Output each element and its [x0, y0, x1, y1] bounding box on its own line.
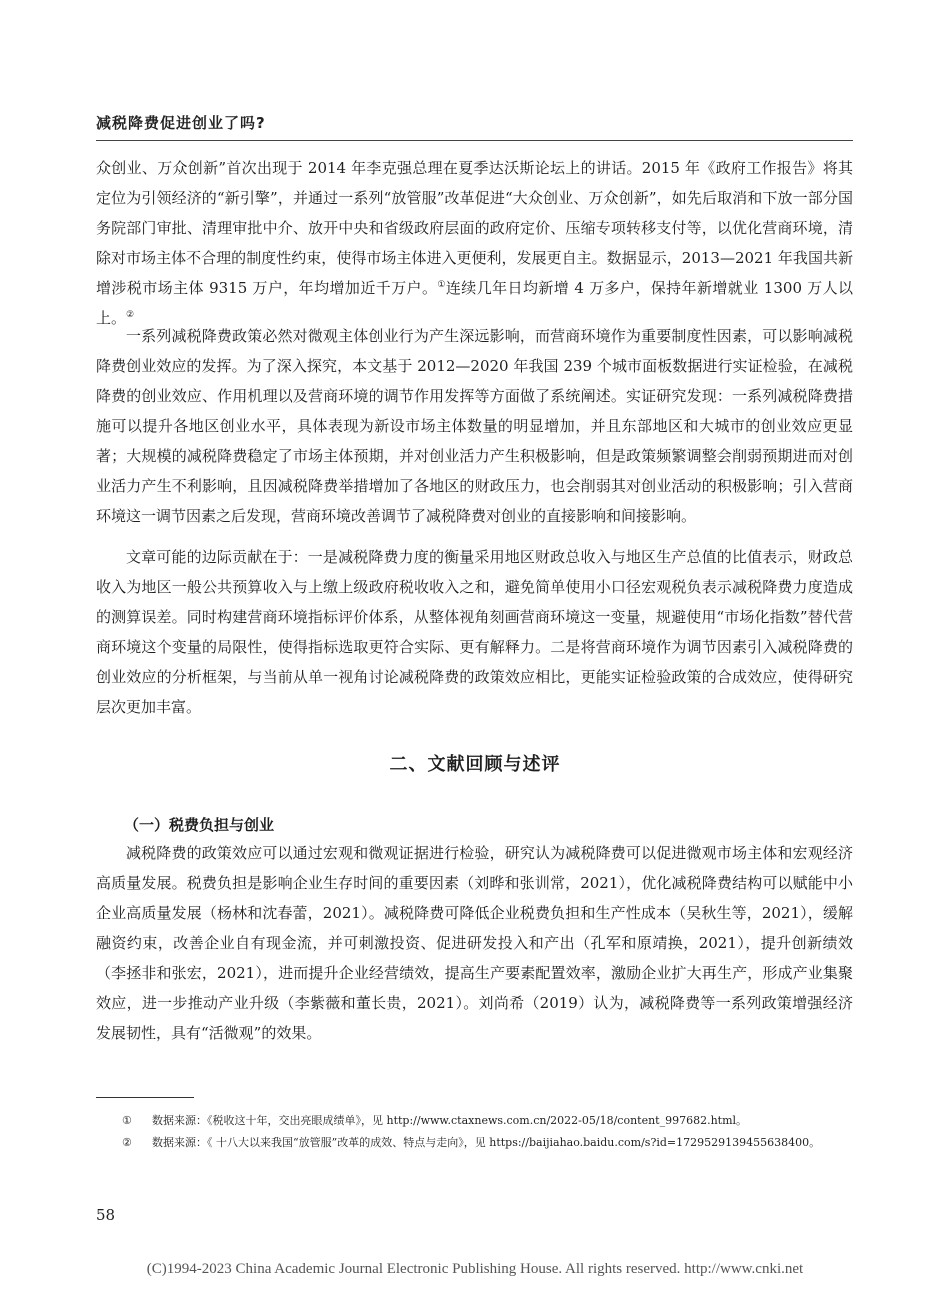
body-paragraph-3: 文章可能的边际贡献在于：一是减税降费力度的衡量采用地区财政总收入与地区生产总值的比值表示，财政总收入为地区一般公共预算收入与上缴上级政府税收收入之和，避免简单使用小口径宏观税负表示减税降费力度造成的测算误差。同时构建营商环境指标评价体系，从整体视角刻画营商环境这一变量，规避使用“市场化指数”替代营商环境这个变量的局限性，使得指标选取更符合实际、更有解释力。二是将营商环境作为调节因素引入减税降费的创业效应的分析框架，与当前从单一视角讨论减税降费的政策效应相比，更能实证检验政策的合成效应，使得研究层次更加丰富。 [96, 548, 853, 716]
footnote-2-text: 数据来源：《 十八大以来我国“放管服”改革的成效、特点与走向》，见 https://baijiahao.baidu.com/s?id=1729529139455638400。 [152, 1136, 821, 1149]
page-number: 58 [96, 1206, 116, 1224]
section-title: 二、文献回顾与述评 [389, 754, 561, 775]
paragraph-1-text: 众创业、万众创新”首次出现于 2014 年李克强总理在夏季达沃斯论坛上的讲话。2015 年《政府工作报告》将其定位为引领经济的“新引擎”，并通过一系列“放管服”改革促进“大众创业、万众创新”，如先后取消和下放一部分国务院部门审批、清理审批中介、放开中央和省级政府层面的政府定价、压缩专项转移支付等，以优化营商环境，清除对市场主体不合理的制度性约束，使得市场主体进入更便利，发展更自主。数据显示，2013—2021 年我国共新增涉税市场主体 9315 万户，年均增加近千万户。 [96, 159, 853, 297]
footnote-ref-2[interactable]: ② [126, 310, 135, 320]
footnote-2 [96, 1133, 853, 1153]
paragraph-1-text-continued: 连续几年日均新增 4 万多户，保持年新增就业 1300 万人以上。 [96, 279, 853, 327]
body-paragraph-2: 一系列减税降费政策必然对微观主体创业行为产生深远影响，而营商环境作为重要制度性因素，可以影响减税降费创业效应的发挥。为了深入探究，本文基于 2012—2020 年我国 239 个城市面板数据进行实证检验，在减税降费的创业效应、作用机理以及营商环境的调节作用发挥等方面做了系统阐述。实证研究发现：一系列减税降费措施可以提升各地区创业水平，具体表现为新设市场主体数量的明显增加，并且东部地区和大城市的创业效应更显著；大规模的减税降费稳定了市场主体预期，并对创业活力产生积极影响，但是政策频繁调整会削弱预期进而对创业活力产生不利影响，且因减税降费举措增加了各地区的财政压力，也会削弱其对创业活动的积极影响；引入营商环境这一调节因素之后发现，营商环境改善调节了减税降费对创业的直接影响和间接影响。 [96, 327, 853, 525]
body-paragraph-1 [96, 153, 853, 333]
footnote-ref-1[interactable]: ① [437, 280, 446, 290]
footnote-1-text: 数据来源：《税收这十年，交出亮眼成绩单》，见 http://www.ctaxnews.com.cn/2022-05/18/content_997682.html。 [152, 1114, 748, 1127]
footnote-2-mark: ② [122, 1136, 132, 1149]
footnote-divider [96, 1097, 194, 1098]
body-paragraph-4: 减税降费的政策效应可以通过宏观和微观证据进行检验，研究认为减税降费可以促进微观市场主体和宏观经济高质量发展。税费负担是影响企业生存时间的重要因素（刘晔和张训常，2021），优化减税降费结构可以赋能中小企业高质量发展（杨林和沈春蕾，2021）。减税降费可降低企业税费负担和生产性成本（吴秋生等，2021），缓解融资约束，改善企业自有现金流，并可刺激投资、促进研发投入和产出（孔军和原靖换，2021），提升创新绩效（李拯非和张宏，2021），进而提升企业经营绩效，提高生产要素配置效率，激励企业扩大再生产，形成产业集聚效应，进一步推动产业升级（李紫薇和董长贵，2021）。刘尚希（2019）认为，减税降费等一系列政策增强经济发展韧性，具有“活微观”的效果。 [96, 844, 853, 1042]
footnote-1-mark: ① [122, 1114, 132, 1127]
running-title: 减税降费促进创业了吗? [96, 114, 266, 132]
header-divider [96, 140, 853, 141]
copyright-notice: (C)1994-2023 China Academic Journal Electronic Publishing House. All rights reserved. http://www.cnki.net [146, 1261, 804, 1277]
subsection-title: （一）税费负担与创业 [124, 816, 275, 834]
footnote-1 [96, 1111, 853, 1131]
